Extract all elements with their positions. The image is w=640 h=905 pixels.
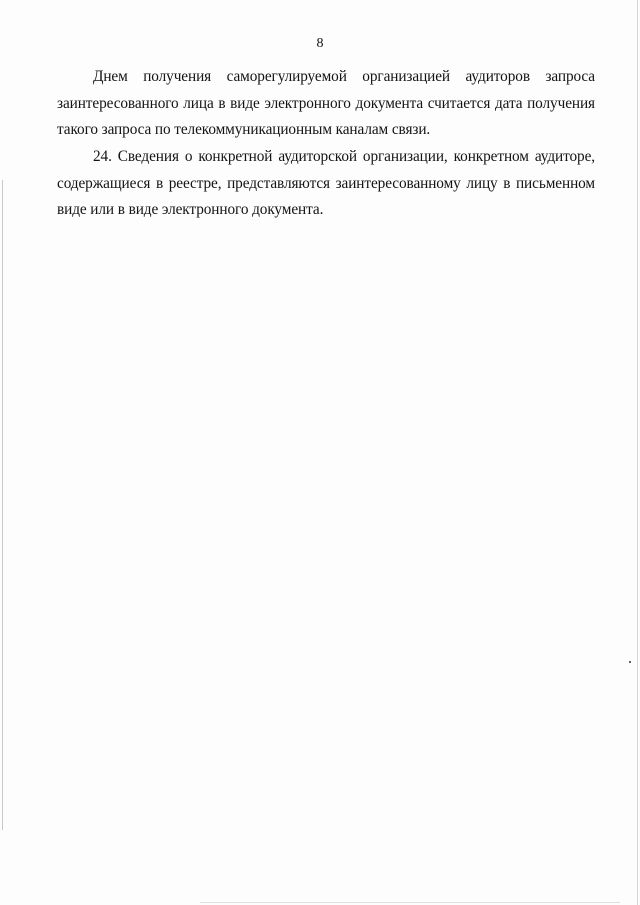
- scan-edge: [637, 0, 638, 905]
- paragraph-line: содержащиеся в реестре, представляются заинтересованному лицу в письменном: [57, 174, 595, 192]
- paragraph: [57, 64, 595, 144]
- paragraph-line: такого запроса по телекоммуникационным каналам связи.: [57, 121, 431, 138]
- page-number: 8: [316, 36, 324, 51]
- paragraph-line: виде или в виде электронного документа.: [57, 201, 324, 218]
- scan-edge: [2, 180, 3, 830]
- paragraph-line: 24. Сведения о конкретной аудиторской организации, конкретном аудиторе,: [93, 148, 595, 165]
- scan-edge: [200, 902, 620, 903]
- scan-speck: [629, 661, 631, 663]
- paragraph: [57, 144, 595, 224]
- paragraph-line: заинтересованного лица в виде электронного документа считается дата получения: [57, 94, 595, 112]
- paragraph-line: Днем получения саморегулируемой организацией аудиторов запроса: [93, 68, 595, 85]
